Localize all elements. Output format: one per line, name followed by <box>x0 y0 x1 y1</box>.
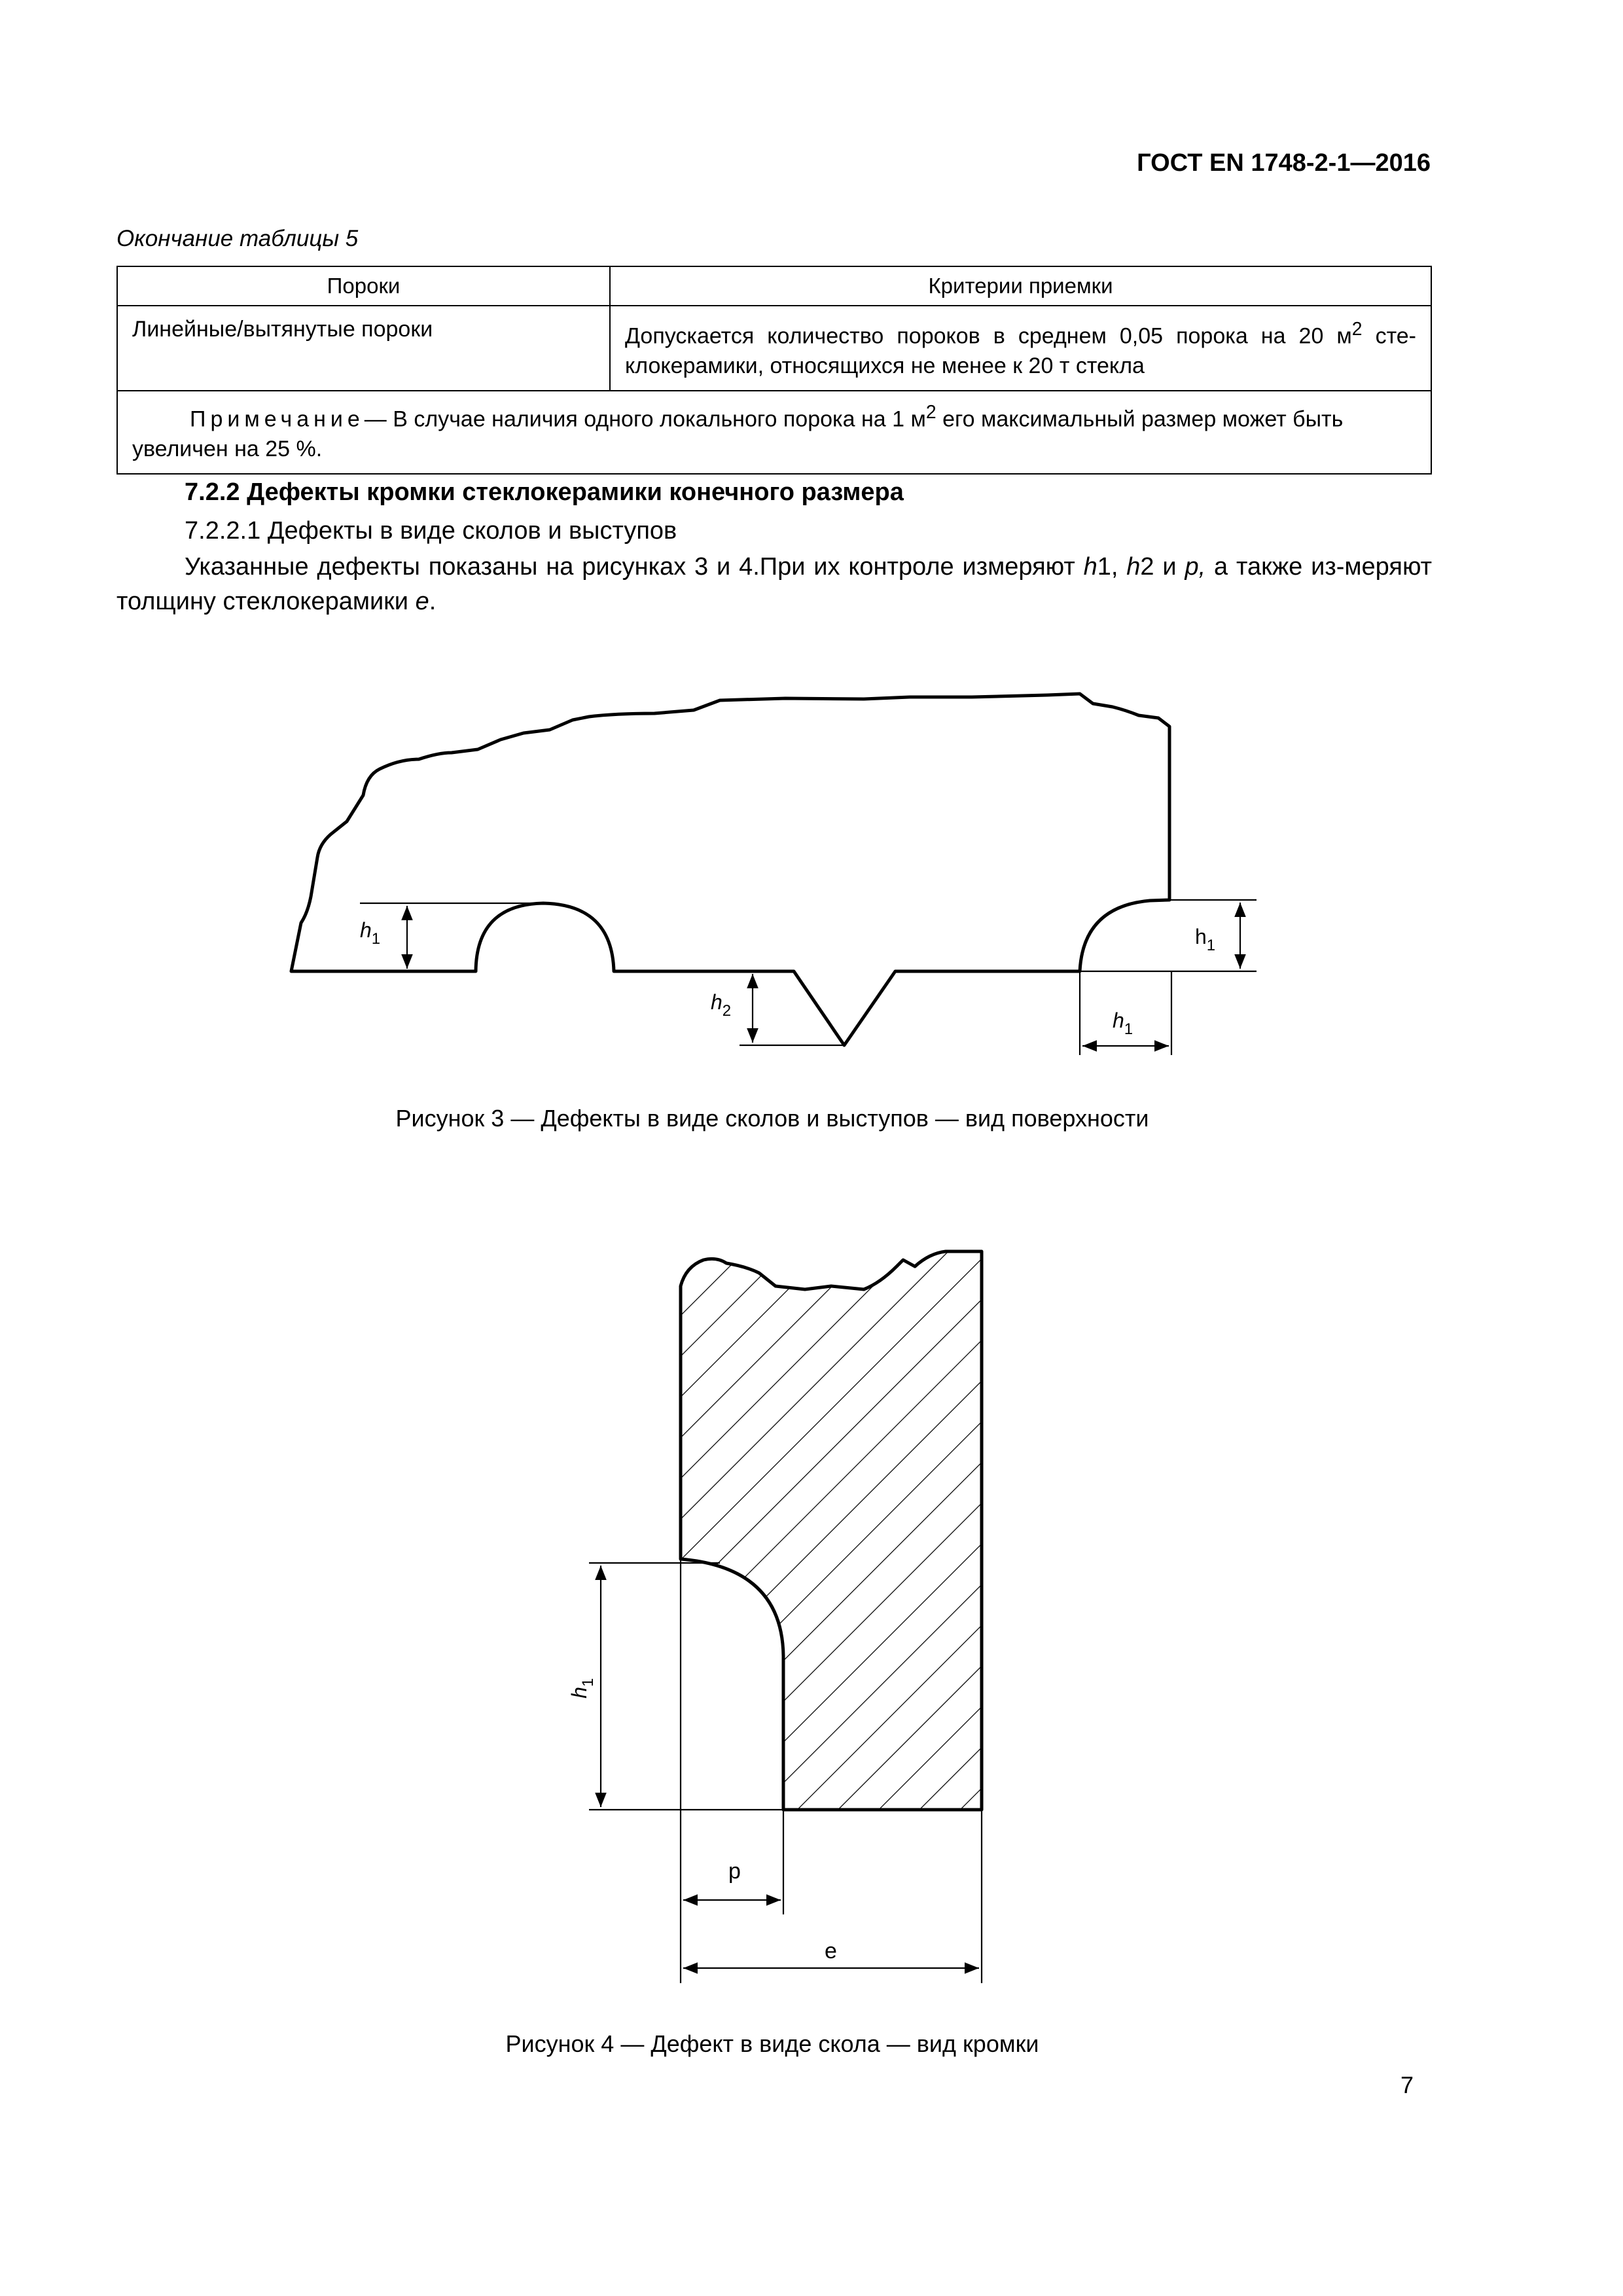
standard-designation: ГОСТ EN 1748-2-1—2016 <box>1137 149 1431 177</box>
label-h2: $h_2$ <box>711 990 732 1020</box>
label-h1-right-horizontal: $h_1$ <box>1113 1009 1133 1038</box>
column-header-criteria: Критерии приемки <box>610 266 1431 306</box>
page-number: 7 <box>1400 2072 1414 2098</box>
subsection-heading: 7.2.2.1 Дефекты в виде сколов и выступов <box>185 517 677 545</box>
note-label: Примечание <box>190 406 365 432</box>
label-p: p <box>728 1859 741 1884</box>
figure-3-caption: Рисунок 3 — Дефекты в виде сколов и выступов — вид поверхности <box>395 1105 1149 1132</box>
table-cell-defect: Линейные/вытянутые пороки <box>117 306 610 391</box>
column-header-defects: Пороки <box>117 266 610 306</box>
label-h1-left: $h_1$ <box>360 918 381 948</box>
table-cell-criterion: Допускается количество пороков в среднем 0,05 порока на 20 $м^2$ сте-клокерамики, относящихся не менее к 20 т стекла <box>610 306 1431 391</box>
label-e: e <box>825 1939 837 1964</box>
figure-4-caption: Рисунок 4 — Дефект в виде скола — вид кромки <box>505 2030 1039 2057</box>
glass-edge-section <box>681 1251 982 1810</box>
table-note: Примечание— В случае наличия одного локального порока на 1 $м^2$ его максимальный размер может быть увеличен на 25 %. <box>117 391 1431 473</box>
section-heading: 7.2.2 Дефекты кромки стеклокерамики конечного размера <box>185 478 904 506</box>
label-h1: $h_1$ <box>567 1677 597 1698</box>
body-paragraph: Указанные дефекты показаны на рисунках 3 и 4.При их контроле измеряют h1, h2 и p, а также из-меряют толщину стеклокерамики e. <box>116 553 1433 615</box>
label-h1-right-vertical: $h_1$ <box>1195 925 1216 954</box>
table-caption: Окончание таблицы 5 <box>116 226 359 251</box>
